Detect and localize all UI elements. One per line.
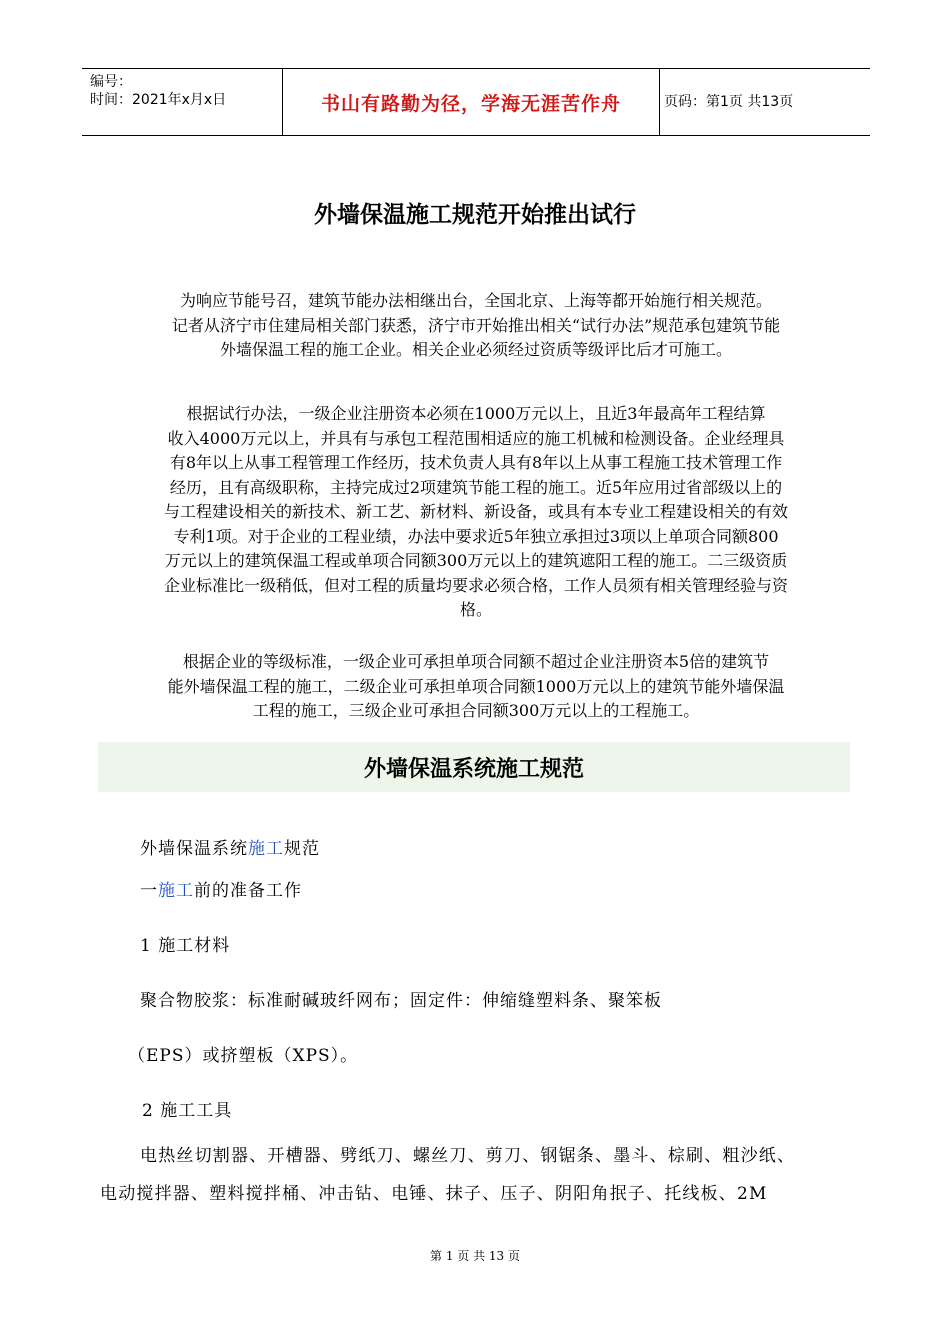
body-text: 规范 bbox=[284, 839, 320, 859]
body-text: 外墙保温系统 bbox=[140, 839, 248, 859]
paragraph-line: 根据试行办法，一级企业注册资本必须在1000万元以上，且近3年最高年工程结算 bbox=[186, 404, 766, 423]
prep-heading-line bbox=[140, 880, 302, 902]
paragraph-line: 工程的施工，三级企业可承担合同额300万元以上的工程施工。 bbox=[252, 701, 700, 720]
tools-text-2: 电动搅拌器、塑料搅拌桶、冲击钻、电锤、抹子、压子、阴阳角抿子、托线板、2M bbox=[100, 1184, 768, 1204]
document-title: 外墙保温施工规范开始推出试行 bbox=[314, 202, 636, 228]
page-footer: 第 1 页 共 13 页 bbox=[430, 1249, 520, 1263]
paragraph-2 bbox=[100, 402, 852, 623]
paragraph-line: 外墙保温工程的施工企业。相关企业必须经过资质等级评比后才可施工。 bbox=[219, 340, 732, 359]
paragraph-line: 记者从济宁市住建局相关部门获悉，济宁市开始推出相关“试行办法”规范承包建筑节能 bbox=[171, 315, 781, 335]
body-heading-line bbox=[140, 838, 320, 860]
serial-label: 编号： bbox=[90, 74, 132, 90]
paragraph-1 bbox=[100, 289, 852, 363]
header-table bbox=[82, 68, 870, 136]
header-meta-cell bbox=[82, 69, 283, 135]
materials-text-2: （EPS）或挤塑板（XPS）。 bbox=[128, 1046, 359, 1066]
page-info: 页码：第1页 共13页 bbox=[664, 94, 794, 110]
materials-heading: 1 施工材料 bbox=[140, 936, 231, 956]
construction-link[interactable]: 施工 bbox=[248, 839, 284, 859]
paragraph-line: 万元以上的建筑保温工程或单项合同额300万元以上的建筑遮阳工程的施工。二三级资质 bbox=[164, 551, 788, 570]
paragraph-line: 与工程建设相关的新技术、新工艺、新材料、新设备，或具有本专业工程建设相关的有效 bbox=[163, 502, 788, 521]
paragraph-line: 能外墙保温工程的施工，二级企业可承担单项合同额1000万元以上的建筑节能外墙保温 bbox=[167, 676, 785, 696]
paragraph-line: 经历，且有高级职称，主持完成过2项建筑节能工程的施工。近5年应用过省部级以上的 bbox=[169, 477, 783, 497]
tools-text-1: 电热丝切割器、开槽器、劈纸刀、螺丝刀、剪刀、钢锯条、墨斗、棕刷、粗沙纸、 bbox=[140, 1146, 796, 1166]
header-motto-cell bbox=[283, 69, 660, 135]
paragraph-line: 格。 bbox=[459, 600, 492, 619]
paragraph-line: 专利1项。对于企业的工程业绩，办法中要求近5年独立承担过3项以上单项合同额800 bbox=[173, 526, 779, 546]
header-page-cell bbox=[660, 69, 870, 135]
time-label: 时间：2021年x月x日 bbox=[90, 92, 227, 108]
materials-text-1: 聚合物胶浆：标准耐碱玻纤网布；固定件：伸缩缝塑料条、聚笨板 bbox=[140, 991, 662, 1011]
body-text: 一 bbox=[140, 881, 158, 901]
motto-text: 书山有路勤为径，学海无涯苦作舟 bbox=[320, 92, 621, 115]
construction-link[interactable]: 施工 bbox=[158, 881, 194, 901]
paragraph-line: 为响应节能号召，建筑节能办法相继出台，全国北京、上海等都开始施行相关规范。 bbox=[179, 291, 772, 310]
body-text: 前的准备工作 bbox=[194, 881, 302, 901]
section-title: 外墙保温系统施工规范 bbox=[363, 756, 584, 782]
paragraph-line: 有8年以上从事工程管理工作经历，技术负责人具有8年以上从事工程施工技术管理工作 bbox=[169, 453, 783, 472]
tools-heading: 2 施工工具 bbox=[142, 1101, 233, 1121]
section-title-band bbox=[98, 742, 850, 792]
paragraph-line: 收入4000万元以上，并具有与承包工程范围相适应的施工机械和检测设备。企业经理具 bbox=[167, 428, 785, 448]
paragraph-line: 根据企业的等级标准，一级企业可承担单项合同额不超过企业注册资本5倍的建筑节 bbox=[182, 652, 770, 671]
paragraph-3 bbox=[100, 650, 852, 724]
paragraph-line: 企业标准比一级稍低，但对工程的质量均要求必须合格，工作人员须有相关管理经验与资 bbox=[163, 575, 788, 595]
